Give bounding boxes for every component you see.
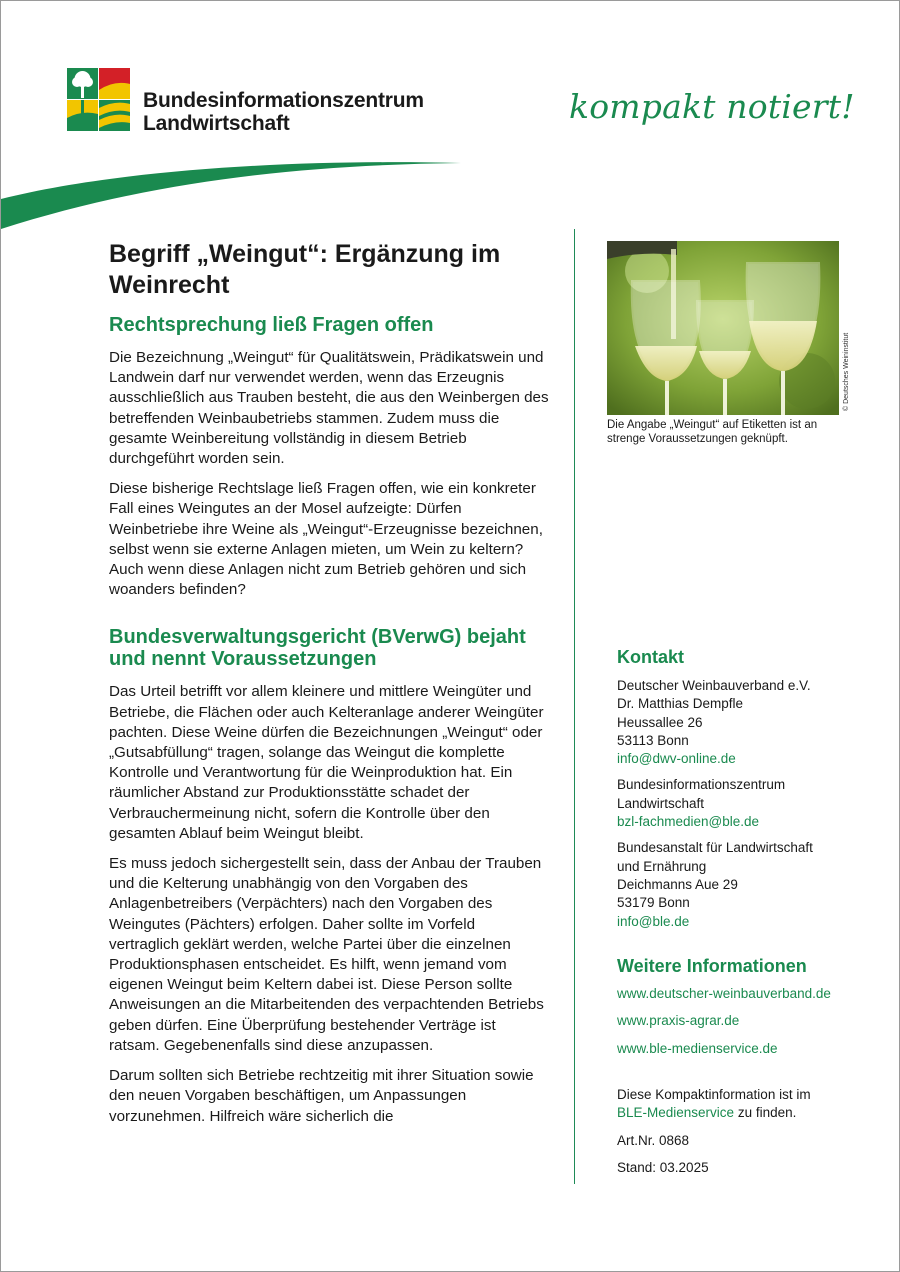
footer-line2: [617, 1104, 867, 1122]
link-weinbauverband[interactable]: www.deutscher-weinbauverband.de: [617, 986, 831, 1001]
kontakt-bzl-email-link[interactable]: bzl-fachmedien@ble.de: [617, 814, 760, 830]
kontakt-section: [617, 647, 867, 931]
section1-paragraph-1: Die Bezeichnung „Weingut“ für Qualitätswein, Prädikatswein und Landwein darf nur verwendet werden, wenn das Erzeugnis ausschließlich aus Trauben besteht, die aus den Weinbergen des betreffenden Weinbaubetriebs stammen. Zudem muss die gesamte Weinbereitung vollständig in diesem Betrieb durchgeführt worden sein.: [109, 349, 549, 468]
section1-heading: Rechtsprechung ließ Fragen offen: [109, 314, 434, 336]
photo-credit: © Deutsches Weininstitut: [843, 332, 850, 411]
publication-info: [617, 1086, 867, 1186]
ble-medienservice-link[interactable]: BLE-Medienservice: [617, 1105, 735, 1121]
section2-paragraph-2: Es muss jedoch sichergestellt sein, dass der Anbau der Trauben und die Kelterung unabhängig von den Vorgaben des Anlagenbetreibers (Verpächters) nach den Vorgaben des Weingutes (Pächters) erfolgen. Daher sollte im Vorfeld vertraglich geklärt werden, welche Partei über die einzelnen Produktionsphasen entscheidet. Es hilft, wenn jemand vom eigenen Weingut beim Keltern dabei ist. Diese Person sollte Anweisungen an die Mitarbeitenden des verpachtenden Betriebs geben dürfen. Eine Überprüfung bestehender Verträge ist ratsam. Gegebenenfalls sind diese anzupassen.: [109, 855, 544, 1054]
article-title: Begriff „Weingut“: Ergänzung im Weinrecht: [109, 240, 501, 299]
org-name-line1: Bundesinformationszentrum: [143, 89, 424, 112]
section2-paragraph-3: Darum sollten sich Betriebe rechtzeitig mit ihrer Situation sowie den neuen Vorgaben beschäftigen, um Anpassungen vorzunehmen. Hilfreich wäre sicherlich die: [109, 1067, 534, 1125]
weitere-heading: Weitere Informationen: [617, 956, 807, 976]
kontakt-dwv-email-link[interactable]: info@dwv-online.de: [617, 751, 736, 767]
green-swoosh: [1, 151, 471, 231]
kontakt-ble-line2: und Ernährung: [617, 858, 707, 874]
stand-date: Stand: 03.2025: [617, 1159, 709, 1175]
link-praxis-agrar[interactable]: www.praxis-agrar.de: [617, 1013, 740, 1029]
column-divider: [574, 229, 575, 1184]
link-ble-medienservice[interactable]: www.ble-medienservice.de: [617, 1040, 778, 1056]
section2-paragraph-1: Das Urteil betrifft vor allem kleinere und mittlere Weingüter und Betriebe, die Flächen oder auch Kelteranlage anderer Weingüter pachten. Diese Weine dürfen die Bezeichnungen „Weingut“ oder „Gutsabfüllung“ tragen, solange das Weingut die komplette Kontrolle und Verantwortung für die Weinproduktion hat. Ein räumlicher Abstand zur Produktionsstätte schadet der Verbrauchermeinung nicht, sofern die Kontrolle über den gesamten Ablauf beim Weingut bleibt.: [109, 683, 544, 842]
kontakt-bzl-line1: Bundesinformationszentrum: [617, 777, 786, 793]
footer-line2-rest: zu finden.: [734, 1105, 797, 1121]
kontakt-ble-line1: Bundesanstalt für Landwirtschaft: [617, 840, 813, 856]
bzl-logo: [67, 68, 130, 131]
kontakt-ble-email-link[interactable]: info@ble.de: [617, 913, 690, 929]
kontakt-bzl: [617, 776, 867, 831]
kontakt-dwv-line4: 53113 Bonn: [617, 732, 689, 748]
kontakt-dwv-line2: Dr. Matthias Dempfle: [617, 696, 744, 712]
kontakt-ble-line3: Deichmanns Aue 29: [617, 876, 738, 892]
tagline: kompakt notiert!: [569, 87, 855, 126]
section1-paragraph-2: Diese bisherige Rechtslage ließ Fragen offen, wie ein konkreter Fall eines Weingutes an der Mosel aufzeigte: Dürfen Weinbetriebe ihre Weine als „Weingut“-Erzeugnisse bezeichnen, selbst wenn sie externe Anlagen mieten, um Wein zu keltern? Auch wenn diese Anlagen nicht zum Betrieb gehören und sich woanders befinden?: [109, 480, 543, 599]
section2-heading: Bundesverwaltungsgericht (BVerwG) bejaht und nennt Voraussetzungen: [109, 626, 526, 671]
wine-glasses-photo: [607, 241, 839, 415]
photo-caption: Die Angabe „Weingut“ auf Etiketten ist an strenge Voraussetzungen geknüpft.: [607, 419, 818, 445]
org-name: [143, 89, 424, 135]
article: [109, 239, 549, 1137]
kontakt-ble: [617, 839, 867, 930]
kontakt-dwv-line1: Deutscher Weinbauverband e.V.: [617, 678, 811, 693]
footer-line1: Diese Kompaktinformation ist im: [617, 1087, 811, 1102]
kontakt-bzl-line2: Landwirtschaft: [617, 795, 705, 811]
kontakt-dwv: [617, 677, 867, 768]
kontakt-ble-line4: 53179 Bonn: [617, 895, 690, 911]
kontakt-heading: Kontakt: [617, 647, 684, 667]
article-number: Art.Nr. 0868: [617, 1132, 690, 1148]
org-name-line2: Landwirtschaft: [143, 112, 290, 135]
kontakt-dwv-line3: Heussallee 26: [617, 714, 703, 730]
weitere-informationen-section: [617, 956, 867, 1058]
